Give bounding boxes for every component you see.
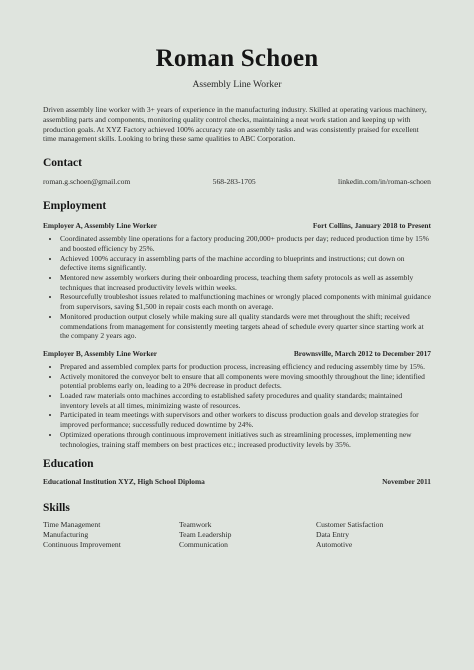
skill-item: Communication bbox=[179, 540, 228, 550]
summary-paragraph: Driven assembly line worker with 3+ years of experience in the manufacturing industry. Skilled at operating various machinery, assembling parts and components, monitoring quality control checks, maintaining a neat work station and keeping up with production goals. At XYZ Factory achieved 100% accuracy rate on assembly tasks and was consistently praised for excellent time management skills. Looking to bring these same qualities to ABC Corporation. bbox=[43, 105, 427, 144]
skill-item: Time Management bbox=[43, 520, 101, 530]
education-entry bbox=[43, 477, 431, 487]
job-title: Employer B, Assembly Line Worker bbox=[43, 348, 158, 358]
job-entry bbox=[43, 221, 431, 341]
job-bullet: • Actively monitored the conveyor belt to ensure that all components were moving smoothly throughout the line; identified potential problems early on, leading to a 20% decrease in product defects. bbox=[60, 372, 431, 391]
job-header bbox=[43, 221, 431, 231]
job-bullet: • Loaded raw materials onto machines according to established safety procedures and quality standards; maintained inventory levels at all times, minimizing waste of resources. bbox=[60, 391, 431, 410]
job-bullet: • Resourcefully troubleshot issues related to malfunctioning machines or wrongly placed components with minimal guidance from supervisors, saving $1,500 in repair costs each month on average. bbox=[60, 292, 431, 311]
job-bullet: • Prepared and assembled complex parts for production process, increasing efficiency and reducing assembly time by 15%. bbox=[60, 362, 431, 372]
candidate-name: Roman Schoen bbox=[155, 45, 319, 72]
contact-section-title: Contact bbox=[43, 157, 82, 170]
education-date: November 2011 bbox=[382, 477, 431, 487]
job-bullet: • Optimized operations through continuous improvement initiatives such as streamlining processes, implementing new technologies, training staff members on best practices etc.; increased productivity levels by 35%. bbox=[60, 430, 431, 449]
skill-item: Manufacturing bbox=[43, 530, 89, 540]
contact-email[interactable]: roman.g.schoen@gmail.com bbox=[43, 177, 131, 187]
job-bullet: • Achieved 100% accuracy in assembling parts of the machine according to blueprints and instructions; cut down on defective items significantly. bbox=[60, 254, 431, 273]
job-bullet: • Monitored production output closely while making sure all quality standards were met throughout the shift; received commendations from management for consistently meeting targets ahead of schedule every quarter since starting work at the company 2 years ago. bbox=[60, 312, 431, 341]
skills-list bbox=[43, 520, 431, 550]
education-school: Educational Institution XYZ, High School Diploma bbox=[43, 477, 205, 487]
employment-section-title: Employment bbox=[43, 200, 107, 213]
job-bullets bbox=[43, 362, 431, 449]
job-entry bbox=[43, 349, 431, 449]
job-bullets bbox=[43, 234, 431, 341]
education-section-title: Education bbox=[43, 458, 94, 471]
skill-item: Continuous Improvement bbox=[43, 540, 121, 550]
skill-item: Data Entry bbox=[316, 530, 350, 540]
job-title: Employer A, Assembly Line Worker bbox=[43, 221, 158, 231]
contact-phone[interactable]: 568-283-1705 bbox=[212, 177, 256, 187]
skill-item: Automotive bbox=[316, 540, 353, 550]
job-location-dates: Brownsville, March 2012 to December 2017 bbox=[293, 348, 431, 358]
job-bullet: • Coordinated assembly line operations for a factory producing 200,000+ products per day; reduced production time by 15% and boosted efficiency by 25%. bbox=[60, 234, 431, 253]
skill-item: Teamwork bbox=[179, 520, 212, 530]
job-bullet: • Participated in team meetings with supervisors and other workers to discuss production goals and develop strategies for improved performance; successfully reduced downtime by 24%. bbox=[60, 410, 431, 429]
contact-row bbox=[43, 177, 431, 187]
job-role: Assembly Line Worker bbox=[192, 79, 282, 90]
skill-item: Customer Satisfaction bbox=[316, 520, 384, 530]
skill-item: Team Leadership bbox=[179, 530, 232, 540]
skills-section-title: Skills bbox=[43, 502, 70, 515]
job-location-dates: Fort Collins, January 2018 to Present bbox=[312, 221, 431, 231]
job-header bbox=[43, 349, 431, 359]
contact-linkedin[interactable]: linkedin.com/in/roman-schoen bbox=[337, 177, 431, 187]
job-bullet: • Mentored new assembly workers during their onboarding process, teaching them safety protocols as well as assembly techniques that increased productivity levels within weeks. bbox=[60, 273, 431, 292]
